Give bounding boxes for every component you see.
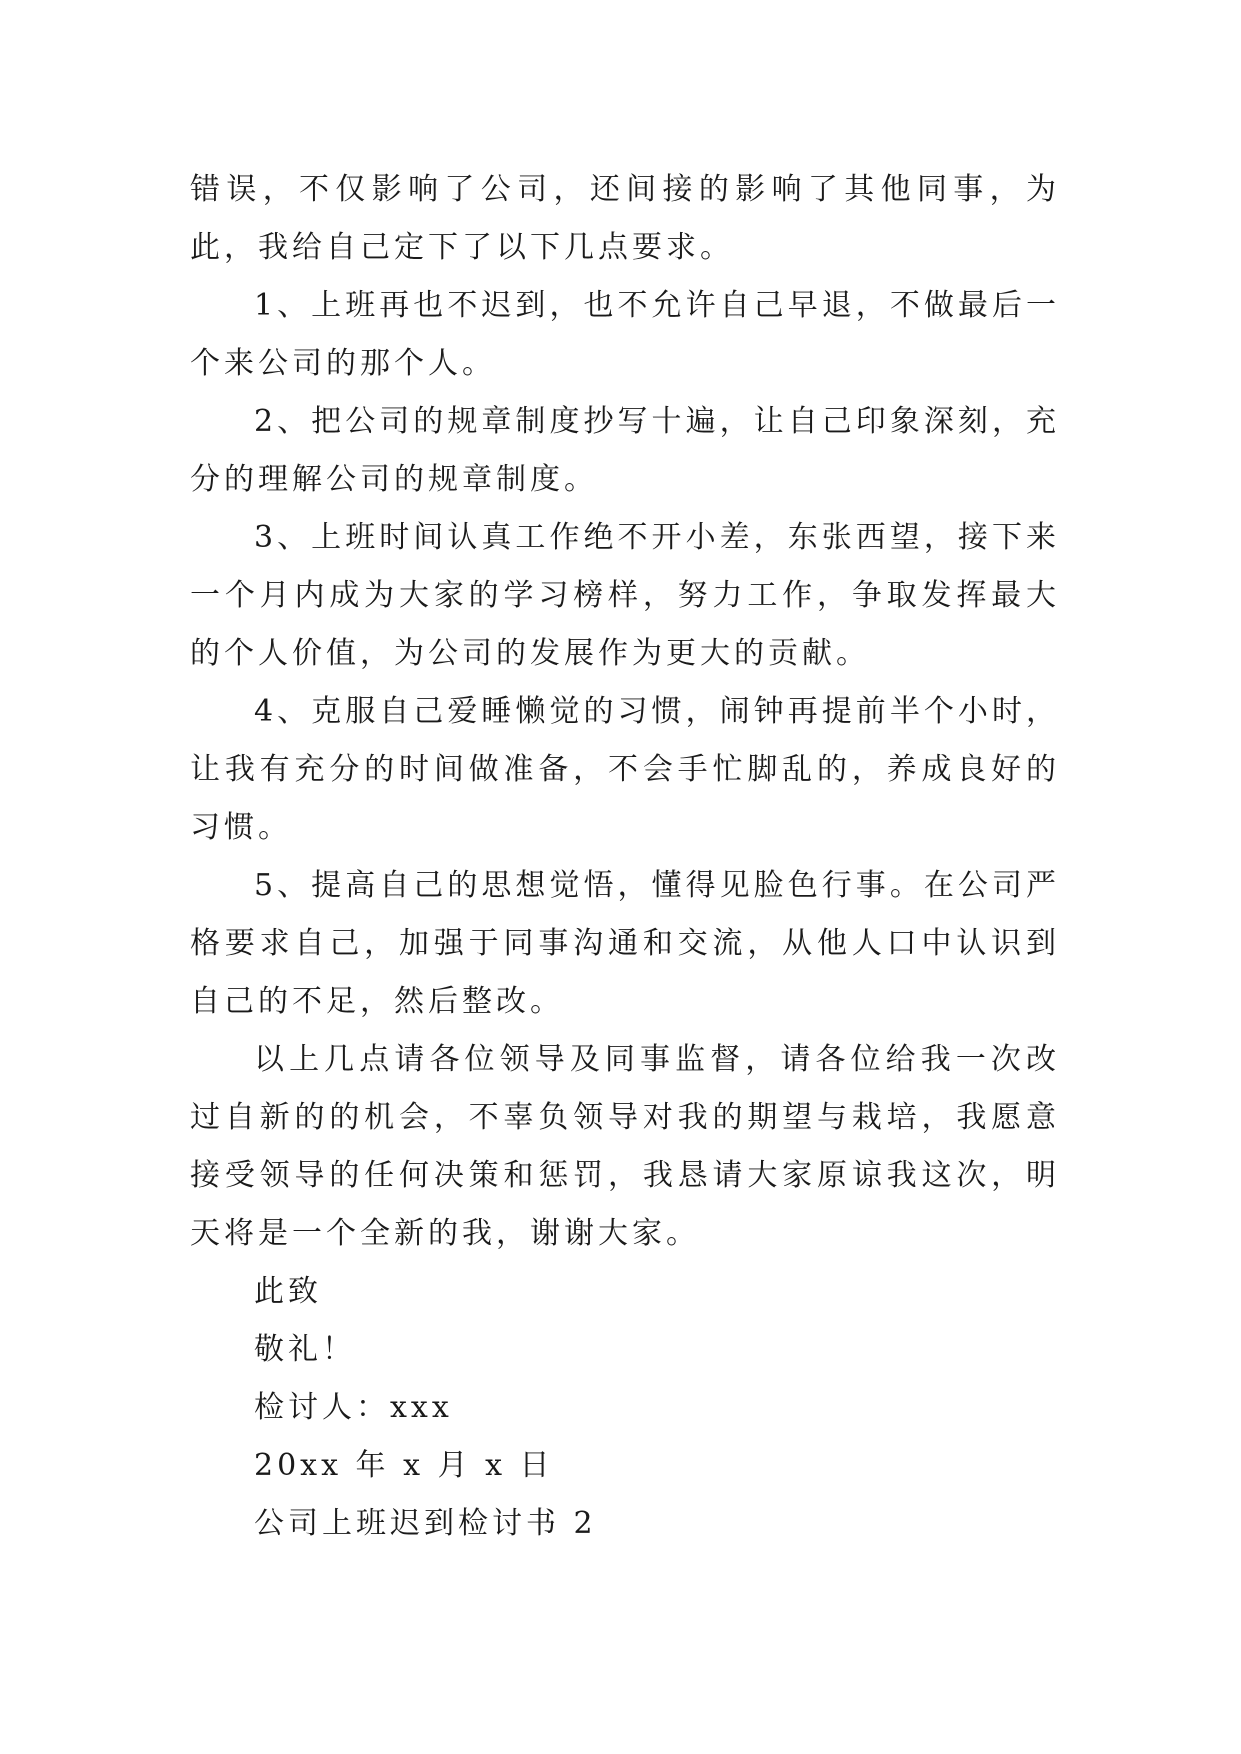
next-document-title: 公司上班迟到检讨书 2 <box>254 1506 597 1541</box>
paragraph-item-3: 3、上班时间认真工作绝不开小差，东张西望，接下来一个月内成为大家的学习榜样，努力工作，争取发挥最大的个人价值，为公司的发展作为更大的贡献。 <box>190 520 1060 671</box>
paragraph-item-4: 4、克服自己爱睡懒觉的习惯，闹钟再提前半个小时，让我有充分的时间做准备，不会手忙脚乱的，养成良好的习惯。 <box>190 694 1060 845</box>
signer-line: 检讨人：xxx <box>254 1390 453 1425</box>
paragraph-continuation: 错误，不仅影响了公司，还间接的影响了其他同事，为此，我给自己定下了以下几点要求。 <box>190 172 1060 265</box>
closing-salutation: 此致 <box>254 1274 322 1309</box>
date-line: 20xx 年 x 月 x 日 <box>254 1448 554 1483</box>
closing-regards: 敬礼！ <box>254 1332 356 1367</box>
document-body <box>190 161 1060 1553</box>
paragraph-item-2: 2、把公司的规章制度抄写十遍，让自己印象深刻，充分的理解公司的规章制度。 <box>190 404 1060 497</box>
paragraph-item-5: 5、提高自己的思想觉悟，懂得见脸色行事。在公司严格要求自己，加强于同事沟通和交流，从他人口中认识到自己的不足，然后整改。 <box>190 868 1060 1019</box>
paragraph-conclusion: 以上几点请各位领导及同事监督，请各位给我一次改过自新的的机会，不辜负领导对我的期望与栽培，我愿意接受领导的任何决策和惩罚，我恳请大家原谅我这次，明天将是一个全新的我，谢谢大家。 <box>190 1042 1060 1251</box>
paragraph-item-1: 1、上班再也不迟到，也不允许自己早退，不做最后一个来公司的那个人。 <box>190 288 1060 381</box>
